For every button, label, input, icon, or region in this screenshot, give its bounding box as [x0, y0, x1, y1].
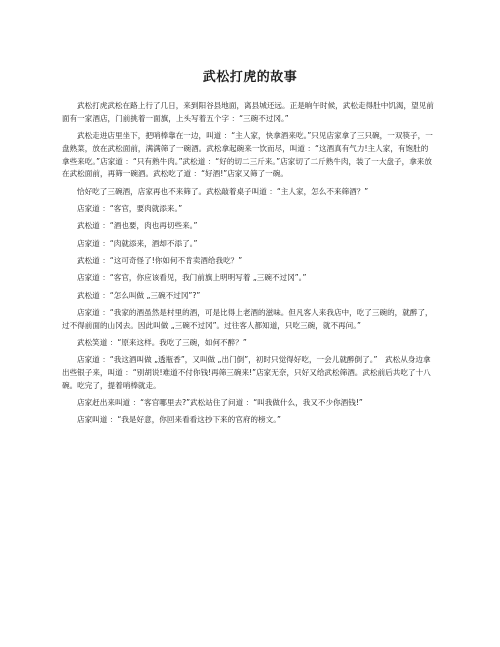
paragraph: 武松道 ：“怎么叫做 „三碗不过冈”?”: [77, 290, 201, 300]
paragraph: 武松打虎武松在路上行了几日，来到阳谷县地面，离县城还远。正是晌午时候，武松走得肚中饥渴，望见前面有一家酒店，门前挑着一面旗，上头写着五个字 ：“三碗不过冈。”: [62, 101, 434, 123]
paragraph: 恰好吃了三碗酒，店家再也不来筛了。武松敲着桌子叫道 ：“主人家，怎么不来筛酒？”: [77, 186, 369, 196]
paragraph: 武松道 ：“这可奇怪了!你如何不肯卖酒给我吃？”: [77, 255, 243, 265]
paragraph: 店家道 ：“我家的酒虽然是村里的酒，可是比得上老酒的滋味。但凡客人来我店中，吃了三碗的，就醉了，过不得前面的山冈去。因此叫做 „三碗不过冈”。过往客人都知道，只吃三碗，就不再问。”: [62, 307, 433, 330]
paragraph: 武松笑道 ：“原来这样。我吃了三碗，如何不醉？”: [77, 337, 247, 347]
document-title: 武松打虎的故事: [202, 70, 298, 85]
paragraph: 店家叫道 ：“我是好意，你回来看看这抄下来的官府的榜文。”: [77, 415, 281, 425]
paragraph: 店家赶出来叫道 ：“客官哪里去?”武松站住了问道 ：“叫我做什么，我又不少你酒钱!”: [77, 398, 363, 408]
paragraph: 武松道 ：“酒也要，肉也再切些来。”: [77, 221, 198, 231]
paragraph: 店家道 ：“客官，你应该看见，我门前旗上明明写着 „三碗不过冈”。”: [77, 273, 307, 283]
paragraph: 店家道 ：“客官，要肉就添来。”: [77, 204, 183, 214]
document-body: [62, 100, 434, 432]
paragraph: 店家道 ：“我这酒叫做 „透瓶香”，又叫做 „出门倒”，初时只觉得好吃，一会儿就醉倒了。” 武松从身边拿出些银子来，叫道 ：“别胡说!难道不付你钱!再筛三碗来!”店家无奈，只好又给武松筛酒。武松前后共吃了十八碗。吃完了，提着哨棒就走。: [62, 355, 431, 390]
paragraph: 店家道 ：“肉就添来，酒却不添了。”: [77, 238, 198, 248]
paragraph: 武松走进店里坐下，把哨棒靠在一边，叫道 ：“主人家，快拿酒来吃。”只见店家拿了三只碗，一双筷子，一盘熟菜，放在武松面前，满满筛了一碗酒。武松拿起碗来一饮而尽，叫道 ：“这酒真有气力!主人家，有饱肚的拿些来吃。”店家道 ：“只有熟牛肉。”武松道 ：“好的切二三斤来。”店家切了二斤熟牛肉，装了一大盘子，拿来放在武松面前，再筛一碗酒。武松吃了道 ：“好酒!”店家又筛了一碗。: [62, 131, 433, 179]
